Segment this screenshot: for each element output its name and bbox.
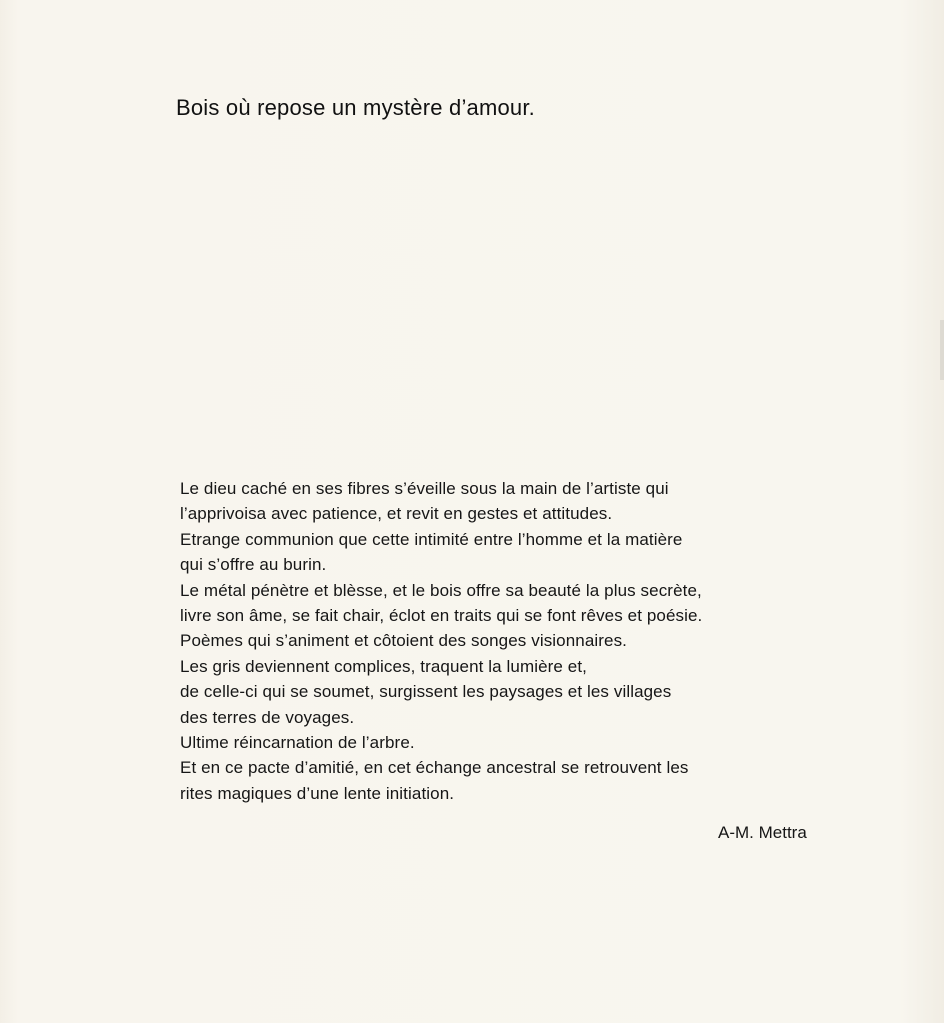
poem-line: rites magiques d’une lente initiation. <box>180 783 455 803</box>
page-heading: Bois où repose un mystère d’amour. <box>176 95 535 120</box>
poem-line: l’apprivoisa avec patience, et revit en gestes et attitudes. <box>180 504 613 524</box>
author-signature: A-M. Mettra <box>718 823 807 842</box>
poem-line: livre son âme, se fait chair, éclot en traits qui se font rêves et poésie. <box>180 606 703 626</box>
poem-line: Le dieu caché en ses fibres s’éveille sous la main de l’artiste qui <box>180 479 669 498</box>
poem-line: Le métal pénètre et blèsse, et le bois offre sa beauté la plus secrète, <box>180 580 702 600</box>
poem-line: qui s’offre au burin. <box>180 555 327 575</box>
poem-line: Poèmes qui s’animent et côtoient des songes visionnaires. <box>180 631 628 651</box>
poem-line: de celle-ci qui se soumet, surgissent les paysages et les villages <box>180 682 672 702</box>
poem-line: Les gris deviennent complices, traquent la lumière et, <box>180 656 587 676</box>
poem-line: Etrange communion que cette intimité entre l’homme et la matière <box>180 529 683 549</box>
poem-text <box>180 476 860 806</box>
poem-line: des terres de voyages. <box>180 707 355 727</box>
poem-line: Ultime réincarnation de l’arbre. <box>180 733 415 753</box>
poem-line: Et en ce pacte d’amitié, en cet échange ancestral se retrouvent les <box>180 758 689 778</box>
page-edge-mark <box>940 320 944 380</box>
